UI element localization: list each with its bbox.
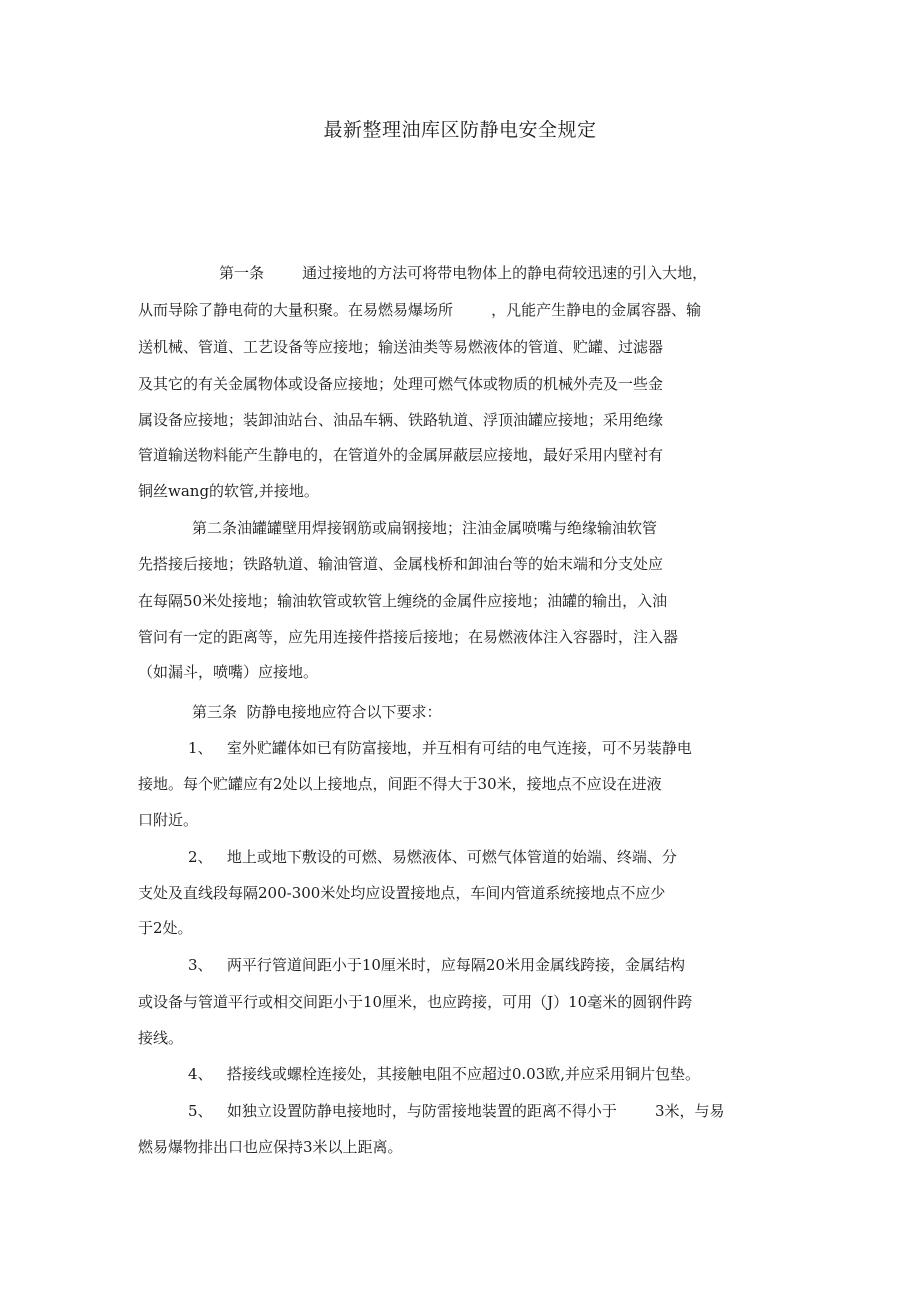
text-line: 第三条 防静电接地应符合以下要求： bbox=[192, 703, 442, 721]
document-title: 最新整理油库区防静电安全规定 bbox=[323, 119, 597, 141]
text-line: 燃易爆物排出口也应保持3米以上距离。 bbox=[138, 1138, 403, 1156]
text-line: 4、 搭接线或螺栓连接处，其接触电阻不应超过0.03欧,并应采用铜片包垫。 bbox=[188, 1065, 701, 1083]
text-line: 管问有一定的距离等，应先用连接件搭接后接地；在易燃液体注入容器时，注入器 bbox=[138, 628, 679, 646]
text-line: 属设备应接地；装卸油站台、油品车辆、铁路轨道、浮顶油罐应接地；采用绝缘 bbox=[138, 411, 664, 429]
text-line: 1、 室外贮罐体如已有防富接地，并互相有可结的电气连接，可不另装静电 bbox=[188, 739, 692, 757]
text-line: （如漏斗，喷嘴）应接地。 bbox=[138, 663, 319, 681]
text-line: 先搭接后接地；铁路轨道、输油管道、金属栈桥和卸油台等的始末端和分支处应 bbox=[138, 555, 664, 573]
text-line: 于2处。 bbox=[138, 919, 193, 937]
text-line: 铜丝wang的软管,并接地。 bbox=[138, 482, 319, 500]
text-line: 从而导除了静电荷的大量积聚。在易燃易爆场所 ，凡能产生静电的金属容器、输 bbox=[138, 301, 702, 319]
text-line: 第一条 通过接地的方法可将带电物体上的静电荷较迅速的引入大地， bbox=[219, 264, 708, 282]
text-line: 接地。每个贮罐应有2处以上接地点，间距不得大于30米，接地点不应设在进液 bbox=[138, 775, 662, 793]
text-line: 3、 两平行管道间距小于10厘米时，应每隔20米用金属线跨接，金属结构 bbox=[188, 956, 686, 974]
text-line: 支处及直线段每隔200-300米处均应设置接地点，车间内管道系统接地点不应少 bbox=[138, 884, 666, 902]
text-line: 第二条油罐罐壁用焊接钢筋或扁钢接地；注油金属喷嘴与绝缘输油软管 bbox=[192, 519, 658, 537]
text-line: 接线。 bbox=[138, 1029, 184, 1047]
text-line: 送机械、管道、工艺设备等应接地；输送油类等易燃液体的管道、贮罐、过滤器 bbox=[138, 338, 664, 356]
text-line: 在每隔50米处接地；输油软管或软管上缠绕的金属件应接地；油罐的输出，入油 bbox=[138, 592, 668, 610]
text-line: 或设备与管道平行或相交间距小于10厘米，也应跨接，可用（J）10毫米的圆钢件跨 bbox=[138, 993, 693, 1011]
text-line: 口附近。 bbox=[138, 811, 199, 829]
text-line: 及其它的有关金属物体或设备应接地；处理可燃气体或物质的机械外壳及一些金 bbox=[138, 375, 664, 393]
text-line: 5、 如独立设置防静电接地时，与防雷接地装置的距离不得小于 3米，与易 bbox=[188, 1102, 725, 1120]
text-line: 2、 地上或地下敷设的可燃、易燃液体、可燃气体管道的始端、终端、分 bbox=[188, 848, 677, 866]
text-line: 管道输送物料能产生静电的，在管道外的金属屏蔽层应接地，最好采用内壁衬有 bbox=[138, 446, 664, 464]
